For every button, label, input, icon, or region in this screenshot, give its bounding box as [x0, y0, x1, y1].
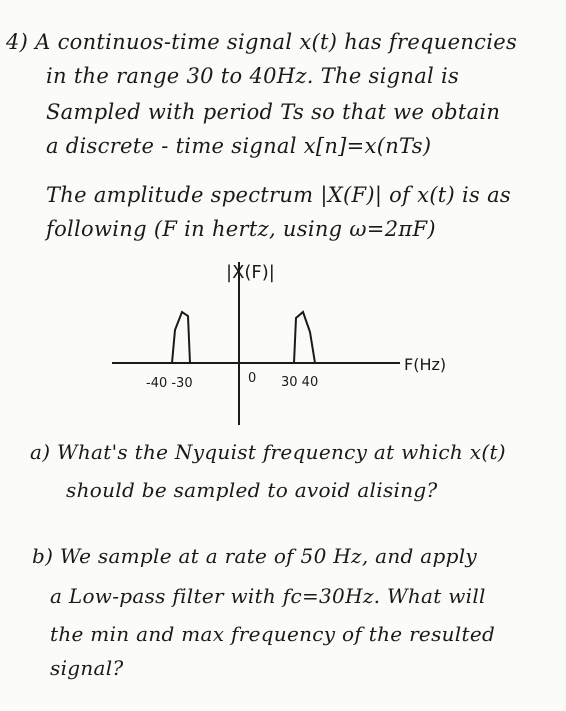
part-b-line-4: signal?	[50, 656, 124, 680]
problem-line-1: 4) A continuos-time signal x(t) has frequencies	[6, 30, 518, 54]
tick-labels-negative: -40 -30	[146, 376, 193, 391]
amplitude-spectrum-sketch	[0, 250, 566, 430]
spectrum-band-positive	[294, 312, 315, 363]
part-a-line-2: should be sampled to avoid alising?	[66, 478, 438, 502]
spectrum-band-negative	[172, 312, 190, 363]
origin-label: 0	[248, 371, 257, 386]
x-axis-label: F(Hz)	[404, 355, 447, 374]
part-b-line-3: the min and max frequency of the resulted	[50, 622, 496, 646]
tick-labels-positive: 30 40	[281, 375, 319, 390]
part-b-line-1: b) We sample at a rate of 50 Hz, and apply	[32, 544, 478, 568]
part-b-line-2: a Low-pass filter with fc=30Hz. What will	[50, 584, 486, 608]
problem-line-5: The amplitude spectrum |X(F)| of x(t) is as	[46, 183, 511, 207]
problem-line-2: in the range 30 to 40Hz. The signal is	[46, 64, 460, 88]
problem-line-3: Sampled with period Ts so that we obtain	[46, 100, 501, 124]
y-axis-label: |X(F)|	[226, 262, 275, 283]
part-a-line-1: a) What's the Nyquist frequency at which x(t)	[30, 440, 506, 464]
problem-line-4: a discrete - time signal x[n]=x(nTs)	[46, 134, 432, 158]
problem-line-6: following (F in hertz, using ω=2πF)	[46, 217, 436, 241]
